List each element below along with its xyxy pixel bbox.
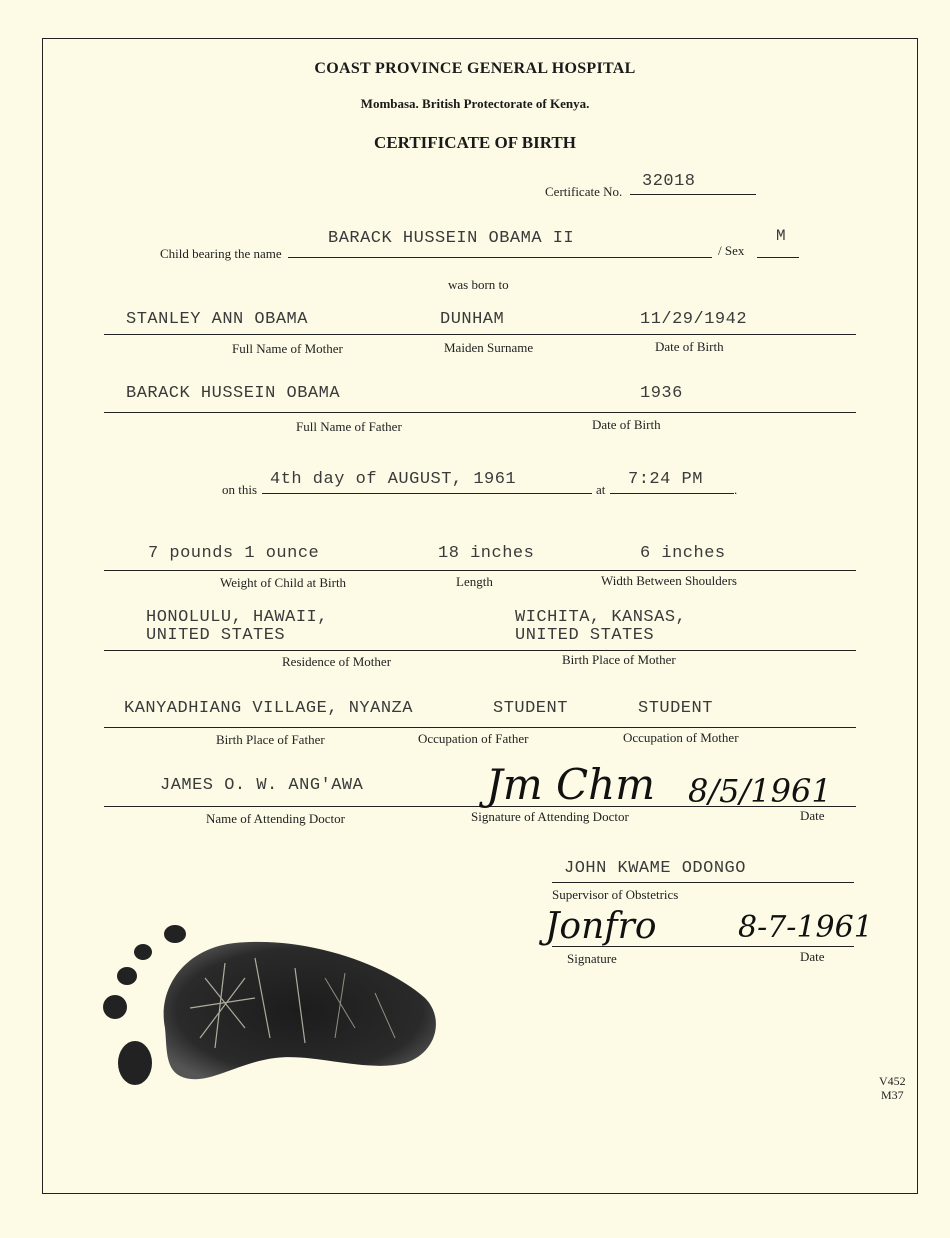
residence-label: Residence of Mother: [282, 654, 392, 669]
hospital-location: Mombasa. British Protectorate of Kenya.: [360, 96, 590, 111]
doctor-name-label: Name of Attending Doctor: [206, 811, 345, 826]
father-full-name: BARACK HUSSEIN OBAMA: [126, 384, 341, 403]
mother-birthplace-label: Birth Place of Mother: [562, 652, 676, 667]
mother-occupation: STUDENT: [638, 699, 713, 718]
mother-occupation-label: Occupation of Mother: [623, 730, 739, 745]
mother-dob-label: Date of Birth: [655, 339, 724, 354]
father-birthplace: KANYADHIANG VILLAGE, NYANZA: [124, 699, 413, 718]
supervisor-signature-label: Signature: [567, 951, 617, 966]
supervisor-title: Supervisor of Obstetrics: [552, 887, 679, 902]
sex-line: [757, 257, 799, 258]
certificate-number-label: Certificate No.: [545, 184, 623, 199]
father-occupation: STUDENT: [493, 699, 568, 718]
birth-date-line: [262, 493, 592, 494]
supervisor-name: JOHN KWAME ODONGO: [564, 859, 746, 878]
supervisor-signature-line: [552, 946, 854, 947]
mother-maiden-surname: DUNHAM: [440, 310, 505, 329]
birth-time: 7:24 PM: [628, 470, 703, 489]
born-to-label: was born to: [448, 277, 509, 292]
mother-birthplace-line1: WICHITA, KANSAS,: [515, 608, 687, 627]
child-length: 18 inches: [438, 544, 535, 563]
father-dob: 1936: [640, 384, 683, 403]
supervisor-signature: Jonfro: [545, 906, 657, 947]
mother-dob: 11/29/1942: [640, 310, 748, 329]
measurement-line: [104, 570, 856, 571]
shoulders-label: Width Between Shoulders: [601, 573, 737, 588]
mother-line: [104, 334, 856, 335]
child-name-label: Child bearing the name: [160, 246, 282, 261]
father-name-label: Full Name of Father: [296, 419, 402, 434]
birth-period: .: [734, 482, 738, 497]
supervisor-date-label: Date: [800, 949, 825, 964]
weight-label: Weight of Child at Birth: [220, 575, 347, 590]
length-label: Length: [456, 574, 493, 589]
footprint-image: [95, 918, 445, 1093]
father-details-line: [104, 727, 856, 728]
certificate-number: 32018: [642, 172, 696, 191]
doctor-name: JAMES O. W. ANG'AWA: [160, 776, 364, 795]
mother-full-name: STANLEY ANN OBAMA: [126, 310, 308, 329]
doctor-signature-date: 8/5/1961: [688, 772, 832, 810]
child-sex: M: [776, 227, 787, 245]
maiden-surname-label: Maiden Surname: [444, 340, 534, 355]
father-dob-label: Date of Birth: [592, 417, 661, 432]
residence-line: [104, 650, 856, 651]
supervisor-signature-date: 8-7-1961: [738, 910, 873, 945]
child-name: BARACK HUSSEIN OBAMA II: [328, 229, 575, 248]
father-occupation-label: Occupation of Father: [418, 731, 529, 746]
birth-date: 4th day of AUGUST, 1961: [270, 470, 517, 489]
on-this-label: on this: [222, 482, 258, 497]
doctor-signature-label: Signature of Attending Doctor: [471, 809, 629, 824]
father-line: [104, 412, 856, 413]
mother-residence-line2: UNITED STATES: [146, 626, 286, 645]
mother-birthplace-line2: UNITED STATES: [515, 626, 655, 645]
form-code-line1: V452: [879, 1074, 906, 1088]
sex-label: / Sex: [718, 243, 745, 258]
child-weight: 7 pounds 1 ounce: [148, 544, 320, 563]
supervisor-line: [552, 882, 854, 883]
child-name-line: [288, 257, 712, 258]
doctor-signature: Jm Chm: [486, 760, 656, 809]
mother-residence-line1: HONOLULU, HAWAII,: [146, 608, 328, 627]
certificate-number-line: [630, 194, 756, 195]
doctor-date-label: Date: [800, 808, 825, 823]
shoulder-width: 6 inches: [640, 544, 726, 563]
birth-time-line: [610, 493, 734, 494]
father-birthplace-label: Birth Place of Father: [216, 732, 325, 747]
hospital-name: COAST PROVINCE GENERAL HOSPITAL: [314, 60, 636, 77]
at-label: at: [596, 482, 606, 497]
mother-name-label: Full Name of Mother: [232, 341, 343, 356]
form-code-line2: M37: [881, 1088, 904, 1102]
certificate-title: CERTIFICATE OF BIRTH: [374, 133, 576, 152]
